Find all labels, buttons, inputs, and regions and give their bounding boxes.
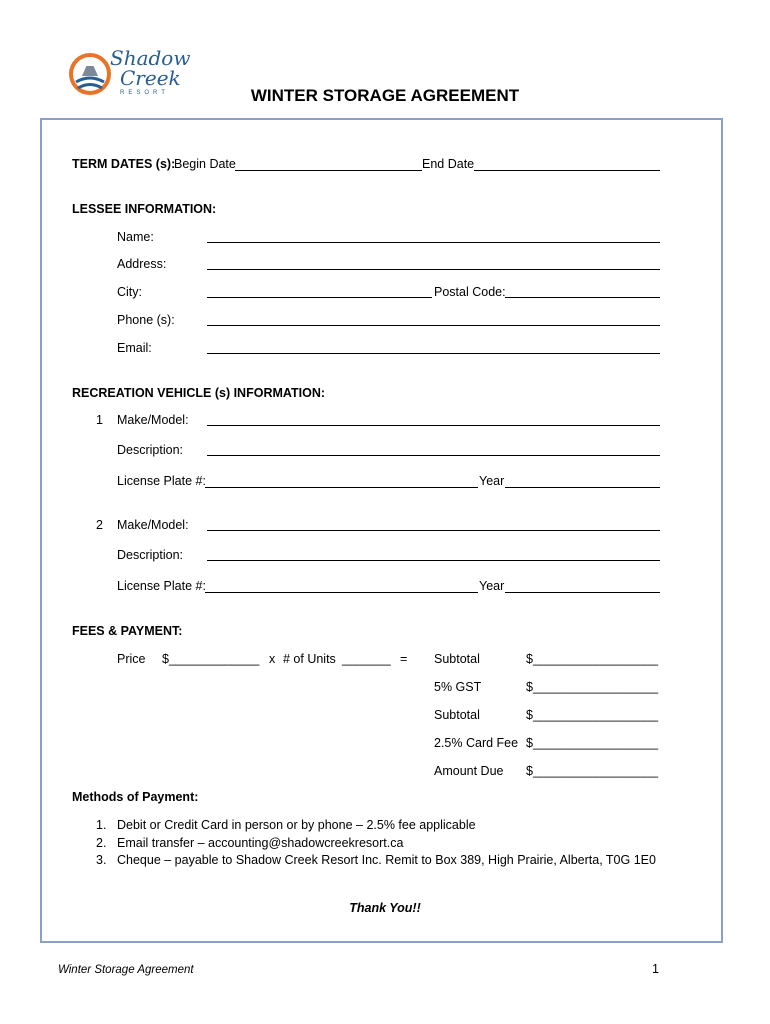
page-title: WINTER STORAGE AGREEMENT [250, 86, 520, 105]
method-number: 3. [96, 853, 107, 867]
rv-1-description-field[interactable] [207, 455, 660, 456]
equals-sign: = [400, 652, 408, 666]
price-field[interactable]: $_____________ [162, 652, 260, 666]
rv-2-make-label: Make/Model: [117, 518, 189, 532]
fee-row-value[interactable]: $__________________ [526, 708, 659, 722]
thank-you-text: Thank You!! [349, 901, 421, 915]
rv-2-plate-label: License Plate #: [117, 579, 206, 593]
email-label: Email: [117, 341, 152, 355]
page-number: 1 [652, 962, 659, 976]
rv-2-make-field[interactable] [207, 530, 660, 531]
rv-1-make-field[interactable] [207, 425, 660, 426]
name-label: Name: [117, 230, 154, 244]
fee-row-label: 5% GST [434, 680, 482, 694]
name-field[interactable] [207, 242, 660, 243]
rv-1-year-field[interactable] [505, 487, 660, 488]
rv-2-plate-field[interactable] [205, 592, 478, 593]
fee-row-value[interactable]: $__________________ [526, 736, 659, 750]
fee-row-value[interactable]: $__________________ [526, 652, 659, 666]
units-field[interactable]: _______ [342, 652, 391, 666]
rv-1-plate-field[interactable] [205, 487, 478, 488]
logo-text-resort: RESORT [120, 90, 169, 96]
method-item: Debit or Credit Card in person or by phone – 2.5% fee applicable [117, 818, 476, 832]
address-label: Address: [117, 257, 167, 271]
times-sign: x [269, 652, 276, 666]
fee-row-label: Subtotal [434, 708, 480, 722]
units-label: # of Units [283, 652, 336, 666]
methods-heading: Methods of Payment: [72, 790, 199, 804]
logo-text-creek: Creek [120, 66, 181, 90]
end-date-field[interactable] [474, 170, 660, 171]
price-label: Price [117, 652, 146, 666]
begin-date-field[interactable] [235, 170, 422, 171]
rv-heading: RECREATION VEHICLE (s) INFORMATION: [72, 386, 326, 400]
rv-1-description-label: Description: [117, 443, 183, 457]
rv-2-year-label: Year [479, 579, 505, 593]
city-label: City: [117, 285, 142, 299]
rv-1-number: 1 [96, 413, 103, 427]
lessee-heading: LESSEE INFORMATION: [72, 202, 217, 216]
postal-code-label: Postal Code: [434, 285, 506, 299]
rv-2-year-field[interactable] [505, 592, 660, 593]
fee-row-label: 2.5% Card Fee [434, 736, 519, 750]
fees-heading: FEES & PAYMENT: [72, 624, 183, 638]
rv-1-plate-label: License Plate #: [117, 474, 206, 488]
rv-2-description-label: Description: [117, 548, 183, 562]
rv-1-make-label: Make/Model: [117, 413, 189, 427]
rv-2-number: 2 [96, 518, 103, 532]
method-number: 1. [96, 818, 107, 832]
rv-2-description-field[interactable] [207, 560, 660, 561]
phone-label: Phone (s): [117, 313, 175, 327]
fee-row-value[interactable]: $__________________ [526, 680, 659, 694]
method-item: Cheque – payable to Shadow Creek Resort Inc. Remit to Box 389, High Prairie, Alberta, T0G 1E0 [117, 853, 656, 867]
end-date-label: End Date [422, 157, 475, 171]
rv-1-year-label: Year [479, 474, 505, 488]
footer-title: Winter Storage Agreement [58, 964, 194, 976]
postal-code-field[interactable] [505, 297, 660, 298]
fee-row-label: Amount Due [434, 764, 504, 778]
begin-date-label: Begin Date [174, 157, 236, 171]
term-dates-label: TERM DATES (s): [72, 157, 176, 171]
fee-row-value[interactable]: $__________________ [526, 764, 659, 778]
city-field[interactable] [207, 297, 432, 298]
method-item: Email transfer – accounting@shadowcreekresort.ca [117, 836, 404, 850]
address-field[interactable] [207, 269, 660, 270]
phone-field[interactable] [207, 325, 660, 326]
fee-row-label: Subtotal [434, 652, 480, 666]
method-number: 2. [96, 836, 107, 850]
logo-text-shadow: Shadow [110, 46, 191, 70]
email-field[interactable] [207, 353, 660, 354]
